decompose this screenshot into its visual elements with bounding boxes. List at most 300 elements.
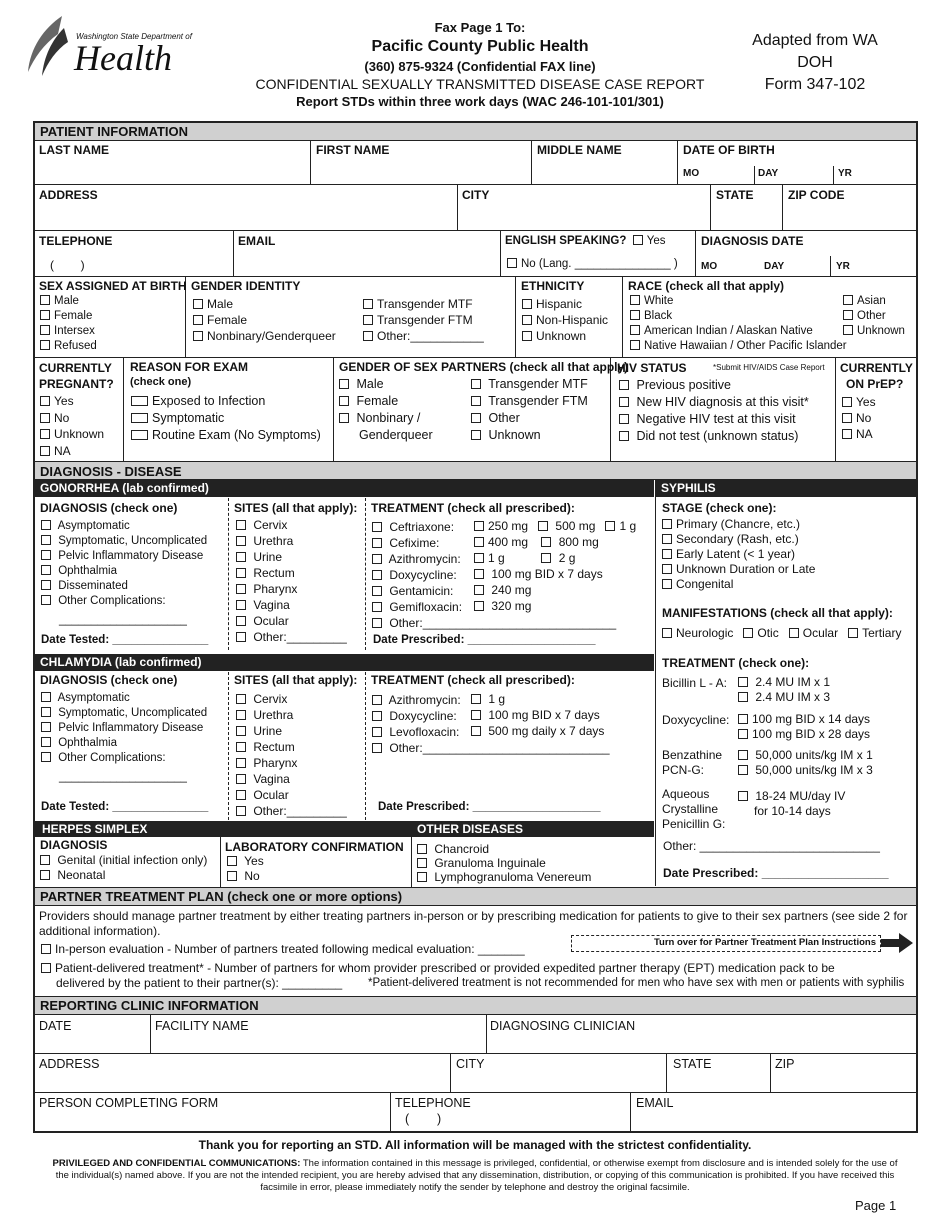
- dose: 800 mg: [558, 535, 599, 549]
- herpes-options: [40, 853, 207, 883]
- preg-yes-checkbox[interactable]: [40, 396, 50, 406]
- site-option: Rectum: [253, 740, 295, 754]
- chl-othercomp-checkbox[interactable]: [41, 752, 51, 762]
- gon-site-ocular-checkbox[interactable]: [236, 616, 246, 626]
- eth-hispanic-checkbox[interactable]: [522, 299, 532, 309]
- inperson-label: In-person evaluation - Number of partners treated following medical evaluation: _______: [55, 942, 525, 956]
- gon-diag-options: [41, 519, 207, 628]
- partner-option: Nonbinary /: [356, 411, 421, 425]
- site-option: Urine: [253, 550, 283, 564]
- chl-site-other-checkbox[interactable]: [236, 806, 246, 816]
- stage-early-latent-checkbox[interactable]: [662, 549, 672, 559]
- zip-label: ZIP CODE: [788, 188, 845, 202]
- manif-option: Ocular: [802, 626, 839, 640]
- gon-site-rectum-checkbox[interactable]: [236, 568, 246, 578]
- race-label: RACE (check all that apply): [628, 279, 785, 293]
- chancroid-checkbox[interactable]: [417, 844, 427, 854]
- gon-drug: Other:_____________________________: [389, 616, 617, 630]
- chl-date-prescribed[interactable]: Date Prescribed: ____________________: [378, 801, 601, 813]
- gon-symp-checkbox[interactable]: [41, 535, 51, 545]
- other-diseases-bar: [412, 821, 654, 837]
- site-option: Other:_________: [253, 804, 347, 818]
- partner-plan-title: PARTNER TREATMENT PLAN (check one or more options): [40, 889, 403, 904]
- sex-option: Refused: [54, 340, 97, 352]
- gender-options-2: [363, 296, 484, 344]
- stage-option: Secondary (Rash, etc.): [676, 532, 799, 546]
- form-subtitle: Report STDs within three work days (WAC 246-101-101/301): [296, 94, 664, 109]
- gon-date-prescribed[interactable]: Date Prescribed: ____________________: [373, 634, 596, 646]
- chl-othertreat-checkbox[interactable]: [372, 743, 382, 753]
- chl-site-urine-checkbox[interactable]: [236, 726, 246, 736]
- diag-date-label: DIAGNOSIS DATE: [701, 234, 804, 248]
- partner-opt-inperson: [41, 942, 525, 957]
- lab-yes-checkbox[interactable]: [227, 856, 237, 866]
- site-option: Ocular: [253, 788, 289, 802]
- gemi-320-checkbox[interactable]: [474, 601, 484, 611]
- aq-label-1: Aqueous: [662, 787, 710, 801]
- gon-site-other-checkbox[interactable]: [236, 632, 246, 642]
- gon-other-line[interactable]: ____________________: [59, 614, 187, 626]
- chl-sites-label: SITES (all that apply):: [234, 673, 358, 687]
- gon-diag-option: Symptomatic, Uncomplicated: [58, 535, 208, 547]
- aqueous-label: [662, 787, 725, 832]
- sex-option: Female: [54, 310, 93, 322]
- syph-dose: 100 mg BID x 14 days: [752, 712, 871, 726]
- manif-option: Otic: [757, 626, 779, 640]
- pregnant-label-2: PREGNANT?: [39, 377, 114, 391]
- prep-yes-checkbox[interactable]: [842, 397, 852, 407]
- site-option: Rectum: [253, 566, 295, 580]
- race-option: Unknown: [857, 325, 905, 337]
- herpes-diag-label: DIAGNOSIS: [40, 838, 108, 852]
- chl-drug: Levofloxacin:: [389, 725, 460, 739]
- chl-doxy-100-checkbox[interactable]: [471, 710, 481, 720]
- race-white-checkbox[interactable]: [630, 295, 640, 305]
- syph-dose: 100 mg BID x 28 days: [752, 727, 871, 741]
- manif-neuro-checkbox[interactable]: [662, 628, 672, 638]
- chl-drug: Azithromycin:: [388, 693, 461, 707]
- herpes-option: Genital (initial infection only): [57, 853, 208, 867]
- stage-secondary-checkbox[interactable]: [662, 534, 672, 544]
- ethnicity-options: [522, 296, 608, 344]
- partner-option: Transgender MTF: [488, 377, 588, 391]
- other-disease-option: Lymphogranuloma Venereum: [434, 870, 592, 884]
- first-name-label: FIRST NAME: [316, 143, 390, 157]
- english-no-checkbox[interactable]: [507, 258, 517, 268]
- sex-options: [40, 294, 97, 354]
- hiv-label: HIV STATUS: [617, 361, 687, 375]
- person-completing-label: PERSON COMPLETING FORM: [39, 1096, 219, 1110]
- race-black-checkbox[interactable]: [630, 310, 640, 320]
- chl-levo-checkbox[interactable]: [372, 727, 382, 737]
- gender-option: Transgender MTF: [377, 297, 473, 311]
- logo-small-text: Washington State Department of: [76, 32, 192, 41]
- prep-na-checkbox[interactable]: [842, 429, 852, 439]
- sex-option: Intersex: [54, 325, 95, 337]
- syph-other-field[interactable]: Other: ___________________________: [663, 839, 880, 853]
- site-option: Pharynx: [253, 582, 298, 596]
- herpes-genital-checkbox[interactable]: [40, 855, 50, 865]
- partner-option: Genderqueer: [359, 428, 433, 442]
- reason-option: Routine Exam (No Symptoms): [152, 428, 321, 442]
- partner-other-checkbox[interactable]: [471, 413, 481, 423]
- state-label: STATE: [716, 188, 754, 202]
- site-option: Urine: [253, 724, 283, 738]
- chl-ophth-checkbox[interactable]: [41, 737, 51, 747]
- gon-site-vagina-checkbox[interactable]: [236, 600, 246, 610]
- dob-label: DATE OF BIRTH: [683, 143, 775, 157]
- english-label: ENGLISH SPEAKING?: [505, 235, 627, 247]
- reason-sub: (check one): [130, 376, 192, 388]
- gon-ceftriaxone-checkbox[interactable]: [372, 522, 382, 532]
- chl-sites-options: [236, 691, 347, 819]
- prep-no-checkbox[interactable]: [842, 413, 852, 423]
- gon-othercomp-checkbox[interactable]: [41, 595, 51, 605]
- adapted-note: [735, 30, 895, 96]
- gon-cefixime-checkbox[interactable]: [372, 538, 382, 548]
- benz-x3-checkbox[interactable]: [738, 765, 748, 775]
- preg-option: No: [54, 410, 70, 425]
- hiv-new-checkbox[interactable]: [619, 397, 629, 407]
- azi-2g-checkbox[interactable]: [541, 553, 551, 563]
- ceftriaxone-doses: [474, 519, 636, 534]
- sex-intersex-checkbox[interactable]: [40, 325, 50, 335]
- gon-site-cervix-checkbox[interactable]: [236, 520, 246, 530]
- clinic-date-label: DATE: [39, 1019, 72, 1033]
- herpes-neonatal-checkbox[interactable]: [40, 870, 50, 880]
- diagnosis-section-title: DIAGNOSIS - DISEASE: [40, 464, 182, 479]
- gon-asymp-checkbox[interactable]: [41, 520, 51, 530]
- gon-drug: Doxycycline:: [389, 568, 457, 582]
- chl-drug: Doxycycline:: [389, 709, 457, 723]
- hiv-option: Negative HIV test at this visit: [636, 412, 796, 426]
- preg-option: Yes: [54, 394, 74, 408]
- partner-male-checkbox[interactable]: [339, 379, 349, 389]
- eth-unknown-checkbox[interactable]: [522, 331, 532, 341]
- lab-confirm-options: [227, 854, 264, 884]
- doxy-doses: [474, 567, 603, 582]
- clinic-address-label: ADDRESS: [39, 1057, 100, 1071]
- benz-label-1: Benzathine: [662, 748, 723, 762]
- benz-label-2: PCN-G:: [662, 763, 704, 777]
- manif-tertiary-checkbox[interactable]: [848, 628, 858, 638]
- preg-unknown-checkbox[interactable]: [40, 429, 50, 439]
- reason-symptomatic-checkbox[interactable]: [131, 413, 148, 423]
- eth-option: Unknown: [536, 329, 587, 343]
- gender-option: Male: [207, 297, 234, 311]
- reason-routine-checkbox[interactable]: [131, 430, 148, 440]
- manif-otic-checkbox[interactable]: [743, 628, 753, 638]
- syph-dose: 2.4 MU IM x 3: [755, 690, 831, 704]
- preg-option: Unknown: [54, 427, 105, 441]
- ceftri-250-checkbox[interactable]: [474, 521, 484, 531]
- chl-doxy-checkbox[interactable]: [372, 711, 382, 721]
- syph-stage-options: [662, 517, 815, 592]
- race-option: Black: [644, 310, 673, 322]
- sex-refused-checkbox[interactable]: [40, 340, 50, 350]
- chl-doxy-dose: [471, 708, 600, 723]
- inperson-checkbox[interactable]: [41, 944, 51, 954]
- eth-nonhispanic-checkbox[interactable]: [522, 315, 532, 325]
- other-disease-option: Chancroid: [434, 842, 490, 856]
- ethnicity-label: ETHNICITY: [521, 279, 585, 293]
- dose: 100 mg BID x 7 days: [491, 567, 603, 581]
- eth-option: Hispanic: [536, 297, 583, 311]
- ept-label-cont[interactable]: delivered by the patient to their partner(s): _________: [56, 976, 343, 990]
- race-other-checkbox[interactable]: [843, 310, 853, 320]
- header-center: [250, 20, 710, 110]
- priv-heading: PRIVILEGED AND CONFIDENTIAL COMMUNICATIONS:: [52, 1158, 301, 1169]
- reason-exposed-checkbox[interactable]: [131, 396, 148, 406]
- gon-gemi-checkbox[interactable]: [372, 602, 382, 612]
- lgv-checkbox[interactable]: [417, 872, 427, 882]
- race-asian-checkbox[interactable]: [843, 295, 853, 305]
- gon-diag-option: Disseminated: [58, 580, 128, 592]
- dose: 1 g: [488, 692, 506, 706]
- turn-over-note: [571, 935, 881, 952]
- doxy-100-checkbox[interactable]: [474, 569, 484, 579]
- hiv-notest-checkbox[interactable]: [619, 431, 629, 441]
- chl-diag-option: Ophthalmia: [58, 737, 118, 749]
- partner-gender-options-1: [339, 376, 433, 444]
- partner-gender-label: GENDER OF SEX PARTNERS (check all that apply): [339, 360, 629, 374]
- chl-azithro-dose: [471, 692, 505, 707]
- partner-plan-bar: [35, 887, 916, 906]
- partner-plan-intro: Providers should manage partner treatment by either treating partners in-person or by prescribing medication for patients to give to their sex partners (see side 2 for additional information).: [39, 909, 908, 938]
- partner-female-checkbox[interactable]: [339, 396, 349, 406]
- chl-site-rectum-checkbox[interactable]: [236, 742, 246, 752]
- chlamydia-bar: [35, 654, 654, 671]
- gon-drug: Ceftriaxone:: [389, 520, 455, 534]
- race-options-1: [630, 294, 847, 354]
- hiv-option: Did not test (unknown status): [636, 429, 799, 443]
- other-disease-option: Granuloma Inguinale: [434, 856, 546, 870]
- sex-male-checkbox[interactable]: [40, 295, 50, 305]
- partner-ftm-checkbox[interactable]: [471, 396, 481, 406]
- gon-diag-label: DIAGNOSIS (check one): [40, 501, 178, 515]
- dose: 500 mg: [555, 519, 596, 533]
- gon-ophth-checkbox[interactable]: [41, 565, 51, 575]
- pregnant-options: [40, 393, 104, 459]
- prep-option: No: [856, 411, 872, 425]
- syph-dose: 50,000 units/kg IM x 3: [755, 763, 873, 777]
- chl-levo-500-checkbox[interactable]: [471, 726, 481, 736]
- lab-option: Yes: [244, 854, 264, 868]
- turn-over-text: Turn over for Partner Treatment Plan Instructions: [653, 937, 876, 948]
- bic-x3-checkbox[interactable]: [738, 692, 748, 702]
- chl-site-pharynx-checkbox[interactable]: [236, 758, 246, 768]
- partner-unknown-checkbox[interactable]: [471, 430, 481, 440]
- gender-nonbinary-checkbox[interactable]: [193, 331, 203, 341]
- gender-male-checkbox[interactable]: [193, 299, 203, 309]
- diagnosis-section-bar: [35, 461, 916, 480]
- sex-label: SEX ASSIGNED AT BIRTH: [39, 279, 187, 293]
- gender-other-checkbox[interactable]: [363, 331, 373, 341]
- syph-dose: for 10-14 days: [754, 804, 831, 818]
- chl-diag-options: [41, 691, 207, 785]
- gender-ftm-checkbox[interactable]: [363, 315, 373, 325]
- chl-diag-option: Asymptomatic: [57, 692, 130, 704]
- chl-asymp-checkbox[interactable]: [41, 692, 51, 702]
- syph-dose: 2.4 MU IM x 1: [755, 675, 831, 689]
- gonorrhea-title: GONORRHEA (lab confirmed): [40, 481, 209, 495]
- preg-option: NA: [54, 443, 71, 458]
- chl-site-ocular-checkbox[interactable]: [236, 790, 246, 800]
- chl-diag-option: Symptomatic, Uncomplicated: [58, 707, 208, 719]
- dob-day: DAY: [758, 168, 779, 179]
- telephone-paren: ( ): [50, 258, 85, 272]
- english-no-label: No (Lang. _______________ ): [521, 258, 678, 270]
- english-no: [507, 257, 678, 272]
- herpes-title: HERPES SIMPLEX: [42, 822, 148, 836]
- ept-note: *Patient-delivered treatment is not recommended for men who have sex with men or patients with syphilis: [368, 977, 905, 989]
- partner-nonbinary-checkbox[interactable]: [339, 413, 349, 423]
- syph-dose: 18-24 MU/day IV: [755, 789, 846, 803]
- race-unknown-checkbox[interactable]: [843, 325, 853, 335]
- bicillin-options: [738, 675, 830, 705]
- dose: 2 g: [558, 551, 576, 565]
- lab-no-checkbox[interactable]: [227, 871, 237, 881]
- stage-unknown-late-checkbox[interactable]: [662, 564, 672, 574]
- lab-option: No: [244, 869, 260, 883]
- gon-site-pharynx-checkbox[interactable]: [236, 584, 246, 594]
- herpes-option: Neonatal: [57, 868, 106, 882]
- aq-checkbox[interactable]: [738, 791, 748, 801]
- gon-sites-options: [236, 517, 347, 645]
- race-nhpi-checkbox[interactable]: [630, 340, 640, 350]
- gon-date-tested[interactable]: Date Tested: _______________: [41, 634, 209, 646]
- bic-x1-checkbox[interactable]: [738, 677, 748, 687]
- gon-genta-checkbox[interactable]: [372, 586, 382, 596]
- gon-diag-option: Ophthalmia: [58, 565, 118, 577]
- site-option: Ocular: [253, 614, 289, 628]
- prep-label-2: ON PrEP?: [846, 377, 904, 391]
- chl-symp-checkbox[interactable]: [41, 707, 51, 717]
- sex-female-checkbox[interactable]: [40, 310, 50, 320]
- stage-option: Unknown Duration or Late: [676, 562, 816, 576]
- gender-mtf-checkbox[interactable]: [363, 299, 373, 309]
- hiv-previous-checkbox[interactable]: [619, 380, 629, 390]
- chl-site-cervix-checkbox[interactable]: [236, 694, 246, 704]
- stage-primary-checkbox[interactable]: [662, 519, 672, 529]
- clinic-zip-label: ZIP: [775, 1057, 795, 1071]
- gon-dissem-checkbox[interactable]: [41, 580, 51, 590]
- gon-diag-option: Pelvic Inflammatory Disease: [58, 550, 204, 562]
- genta-240-checkbox[interactable]: [474, 585, 484, 595]
- chl-diag-option: Other Complications:: [58, 752, 166, 764]
- chl-other-line[interactable]: ____________________: [59, 771, 187, 783]
- chl-date-tested[interactable]: Date Tested: _______________: [41, 801, 209, 813]
- adapted-line2: Form 347-102: [764, 76, 866, 93]
- partner-mtf-checkbox[interactable]: [471, 379, 481, 389]
- site-option: Urethra: [253, 534, 294, 548]
- chl-pid-checkbox[interactable]: [41, 722, 51, 732]
- logo-mark-icon: [24, 14, 72, 78]
- aq-label-2: Crystalline: [662, 802, 719, 816]
- gon-diag-option: Asymptomatic: [57, 520, 130, 532]
- hiv-options: [619, 377, 809, 445]
- azi-1g-checkbox[interactable]: [474, 553, 484, 563]
- partner-option: Transgender FTM: [488, 394, 588, 408]
- gonorrhea-bar: [35, 480, 654, 497]
- diag-mo: MO: [701, 261, 718, 272]
- cefix-400-checkbox[interactable]: [474, 537, 484, 547]
- manif-options: [662, 626, 901, 641]
- gon-treat-label: TREATMENT (check all prescribed):: [371, 501, 575, 515]
- prep-options: [842, 394, 876, 442]
- sdoxy-14-checkbox[interactable]: [738, 714, 748, 724]
- gon-azithro-checkbox[interactable]: [372, 554, 382, 564]
- cefix-800-checkbox[interactable]: [541, 537, 551, 547]
- eth-option: Non-Hispanic: [536, 313, 609, 327]
- form-title: CONFIDENTIAL SEXUALLY TRANSMITTED DISEASE CASE REPORT: [255, 76, 705, 92]
- race-aian-checkbox[interactable]: [630, 325, 640, 335]
- gon-site-urethra-checkbox[interactable]: [236, 536, 246, 546]
- site-option: Cervix: [253, 692, 288, 706]
- sdoxy-28-checkbox[interactable]: [738, 729, 748, 739]
- prep-label: [840, 360, 913, 392]
- address-label: ADDRESS: [39, 188, 98, 202]
- partner-option: Female: [356, 394, 399, 408]
- chl-drug: Other:____________________________: [389, 741, 610, 755]
- gon-othertreat-checkbox[interactable]: [372, 618, 382, 628]
- preg-na-checkbox[interactable]: [40, 446, 50, 456]
- preg-no-checkbox[interactable]: [40, 413, 50, 423]
- prep-option: NA: [856, 427, 873, 441]
- dose: 1 g: [619, 519, 637, 533]
- syph-date-prescribed[interactable]: Date Prescribed: ___________________: [663, 866, 889, 880]
- partner-option: Unknown: [488, 428, 541, 442]
- english-yes-checkbox[interactable]: [633, 235, 643, 245]
- page-number: Page 1: [855, 1198, 897, 1213]
- gon-drug: Cefixime:: [389, 536, 440, 550]
- syph-doxy-options: [738, 712, 870, 742]
- thanks-text: Thank you for reporting an STD. All information will be managed with the strictest confidentiality.: [198, 1138, 752, 1152]
- aqueous-options: [738, 789, 845, 819]
- partner-gender-options-2: [471, 376, 588, 444]
- stage-congenital-checkbox[interactable]: [662, 579, 672, 589]
- ceftri-1g-checkbox[interactable]: [605, 521, 615, 531]
- chl-diag-label: DIAGNOSIS (check one): [40, 673, 178, 687]
- granuloma-checkbox[interactable]: [417, 858, 427, 868]
- chl-treat-label: TREATMENT (check all prescribed):: [371, 673, 575, 687]
- prep-label-1: CURRENTLY: [840, 361, 913, 375]
- gon-pid-checkbox[interactable]: [41, 550, 51, 560]
- ceftri-500-checkbox[interactable]: [538, 521, 548, 531]
- benz-x1-checkbox[interactable]: [738, 750, 748, 760]
- reason-label: REASON FOR EXAM: [130, 360, 249, 374]
- gender-female-checkbox[interactable]: [193, 315, 203, 325]
- manif-ocular-checkbox[interactable]: [789, 628, 799, 638]
- chl-site-urethra-checkbox[interactable]: [236, 710, 246, 720]
- gon-doxy-checkbox[interactable]: [372, 570, 382, 580]
- ept-checkbox[interactable]: [41, 963, 51, 973]
- chl-azi-1g-checkbox[interactable]: [471, 694, 481, 704]
- azithro-doses: [474, 551, 575, 566]
- partner-option: Other: [488, 411, 520, 425]
- reason-options: [131, 393, 321, 444]
- gon-site-urine-checkbox[interactable]: [236, 552, 246, 562]
- hiv-negative-checkbox[interactable]: [619, 414, 629, 424]
- chl-site-vagina-checkbox[interactable]: [236, 774, 246, 784]
- chl-azithro-checkbox[interactable]: [372, 695, 382, 705]
- syph-dose: 50,000 units/kg IM x 1: [755, 748, 873, 762]
- clinician-label: DIAGNOSING CLINICIAN: [490, 1019, 636, 1033]
- dose: 400 mg: [488, 535, 529, 549]
- site-option: Other:_________: [253, 630, 347, 644]
- lab-confirm-label: LABORATORY CONFIRMATION: [225, 840, 404, 854]
- race-option: American Indian / Alaskan Native: [644, 325, 813, 337]
